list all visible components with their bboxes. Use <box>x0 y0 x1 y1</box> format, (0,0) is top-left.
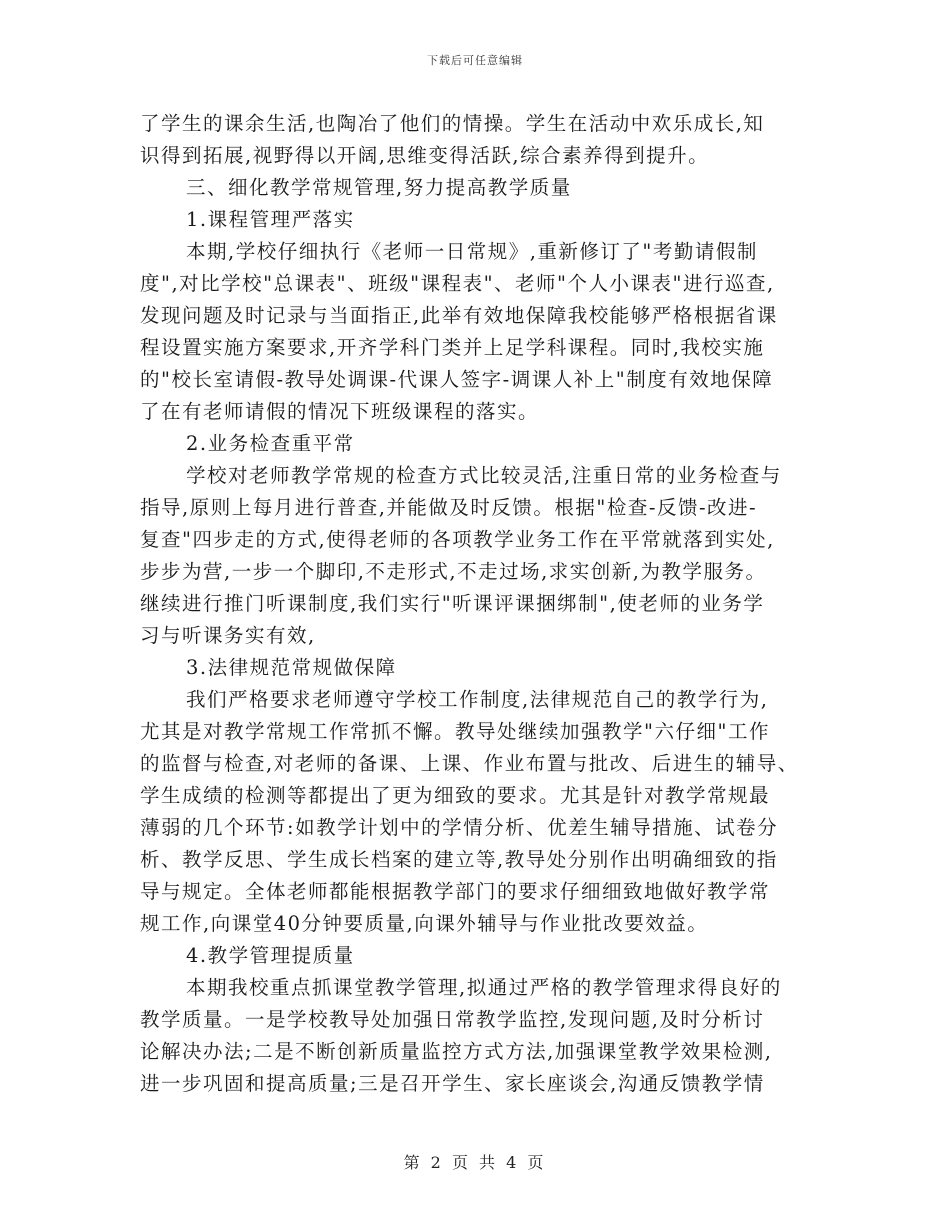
document-body <box>140 108 820 1100</box>
text-line: 习与听课务实有效, <box>140 624 316 647</box>
text-line: 3.法律规范常规做保障 <box>186 656 397 679</box>
text-line: 学校对老师教学常规的检查方式比较灵活,注重日常的业务检查与 <box>186 464 782 487</box>
text-line: 继续进行推门听课制度,我们实行"听课评课捆绑制",使老师的业务学 <box>140 592 765 615</box>
text-line: 的监督与检查,对老师的备课、上课、作业布置与批改、后进生的辅导、 <box>140 752 799 775</box>
text-line: 度",对比学校"总课表"、班级"课程表"、老师"个人小课表"进行巡查, <box>140 272 775 295</box>
text-line: 导与规定。全体老师都能根据教学部门的要求仔细细致地做好教学常 <box>140 880 771 903</box>
text-line: 步步为营,一步一个脚印,不走形式,不走过场,求实创新,为教学服务。 <box>140 560 767 583</box>
text-line: 进一步巩固和提高质量;三是召开学生、家长座谈会,沟通反馈教学情 <box>140 1072 765 1095</box>
text-line: 的"校长室请假-教导处调课-代课人签字-调课人补上"制度有效地保障 <box>140 368 774 391</box>
text-line: 了学生的课余生活,也陶冶了他们的情操。学生在活动中欢乐成长,知 <box>140 112 765 135</box>
text-line: 程设置实施方案要求,开齐学科门类并上足学科课程。同时,我校实施 <box>140 336 765 359</box>
text-line: 析、教学反思、学生成长档案的建立等,教导处分别作出明确细致的指 <box>140 848 778 871</box>
text-line: 发现问题及时记录与当面指正,此举有效地保障我校能够严格根据省课 <box>140 304 778 327</box>
text-line: 教学质量。一是学校教导处加强日常教学监控,发现问题,及时分析讨 <box>140 1008 765 1031</box>
text-line: 识得到拓展,视野得以开阔,思维变得活跃,综合素养得到提升。 <box>140 144 710 167</box>
text-line: 三、细化教学常规管理,努力提高教学质量 <box>186 176 572 199</box>
page-header: 下载后可任意编辑 <box>427 54 523 67</box>
text-line: 尤其是对教学常规工作常抓不懈。教导处继续加强教学"六仔细"工作 <box>140 720 770 743</box>
text-line: 2.业务检查重平常 <box>186 432 355 455</box>
text-line: 指导,原则上每月进行普查,并能做及时反馈。根据"检查-反馈-改进- <box>140 496 758 519</box>
text-line: 4.教学管理提质量 <box>186 944 355 967</box>
text-line: 学生成绩的检测等都提出了更为细致的要求。尤其是针对教学常规最 <box>140 784 771 807</box>
text-line: 论解决办法;二是不断创新质量监控方式方法,加强课堂教学效果检测, <box>140 1040 773 1063</box>
text-line: 本期我校重点抓课堂教学管理,拟通过严格的教学管理求得良好的 <box>186 976 782 999</box>
text-line: 了在有老师请假的情况下班级课程的落实。 <box>140 400 540 423</box>
text-line: 我们严格要求老师遵守学校工作制度,法律规范自己的教学行为, <box>186 688 769 711</box>
text-line: 复查"四步走的方式,使得老师的各项教学业务工作在平常就落到实处, <box>140 528 775 551</box>
text-line: 本期,学校仔细执行《老师一日常规》,重新修订了"考勤请假制 <box>186 240 758 263</box>
page-footer: 第 2 页 共 4 页 <box>403 1153 547 1172</box>
text-line: 1.课程管理严落实 <box>186 208 355 231</box>
text-line: 规工作,向课堂40分钟要质量,向课外辅导与作业批改要效益。 <box>140 912 709 935</box>
text-line: 薄弱的几个环节:如教学计划中的学情分析、优差生辅导措施、试卷分 <box>140 816 779 839</box>
